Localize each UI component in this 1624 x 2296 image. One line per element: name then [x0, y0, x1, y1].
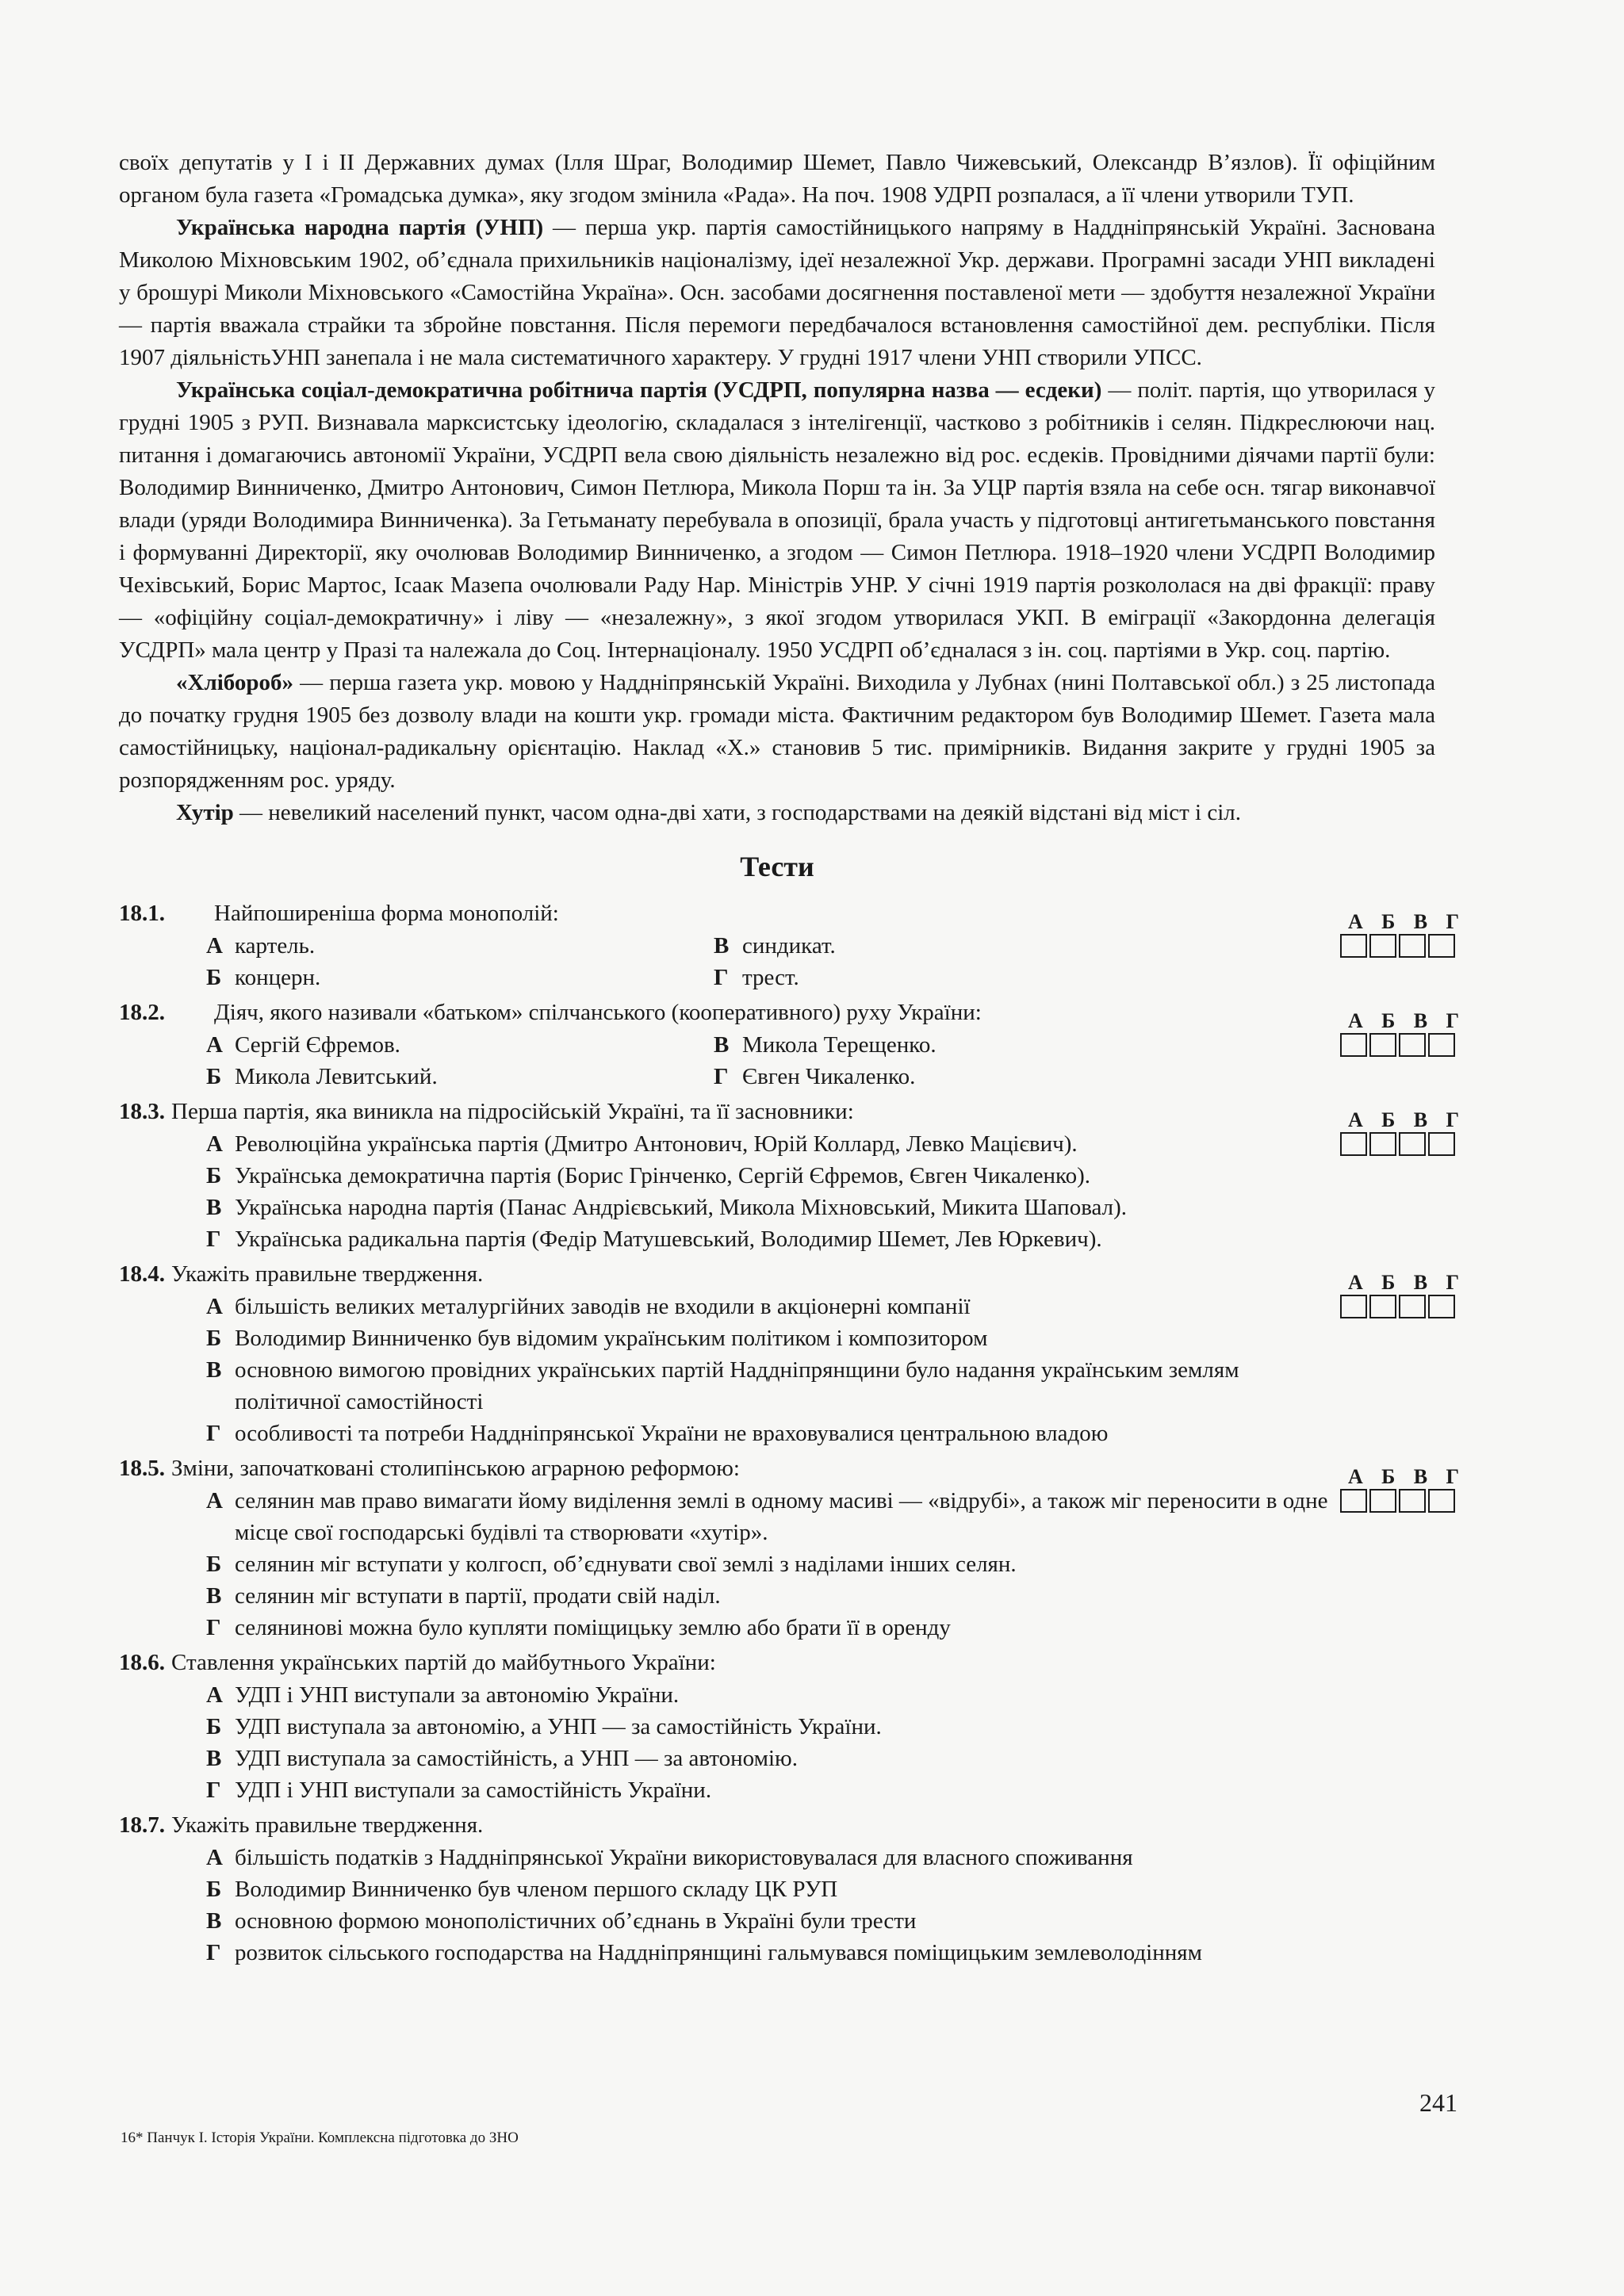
- answer-grid: [1340, 912, 1467, 958]
- option-text: Євген Чикаленко.: [742, 1064, 916, 1089]
- answer-option: [714, 930, 1126, 962]
- answer-checkbox[interactable]: [1369, 1132, 1396, 1156]
- option-letter: Б: [206, 1326, 222, 1351]
- answer-option: [206, 1711, 1340, 1743]
- answer-grid-letter: А: [1348, 910, 1363, 933]
- question-number: 18.6.: [119, 1650, 165, 1675]
- glossary-term: Українська соціал-демократична робітнича партія (УСДРП, популярна назва — есдеки): [176, 377, 1102, 403]
- option-letter: Г: [206, 1226, 221, 1252]
- test-question: [119, 1096, 1459, 1255]
- option-letter: Г: [206, 1940, 221, 1965]
- page-number: 241: [1419, 2088, 1457, 2117]
- option-text: УДП і УНП виступали за автономію України.: [235, 1682, 680, 1708]
- answer-options: [119, 930, 1435, 993]
- answer-checkbox[interactable]: [1340, 1295, 1367, 1318]
- glossary-text: — перша укр. партія самостійницького напряму в Наддніпрянській Україні. Заснована Миколою Міхновським 1902, об’єднала прихильників націоналізму, ідеї незалежної Укр. держави. Програмні засади УНП викладені у брошурі Миколи Міхновського «Самостійна Україна». Осн. засобами досягнення поставленої мети — здобуття незалежної України — партія вважала страйки та збройне повстання. Після перемоги передбачалося встановлення самостійної дем. республіки. Після 1907 діяльністьУНП занепала і не мала систематичного характеру. У грудні 1917 члени УНП створили УПСС.: [119, 215, 1435, 370]
- question-text: Ставлення українських партій до майбутнього України:: [171, 1650, 716, 1675]
- answer-checkbox[interactable]: [1428, 934, 1455, 958]
- test-question: [119, 1258, 1459, 1449]
- answer-grid-letter: Б: [1381, 910, 1396, 933]
- option-letter: А: [206, 1032, 223, 1058]
- glossary-term: Хутір: [176, 800, 234, 825]
- option-text: особливості та потреби Наддніпрянської України не враховувалися центральною владою: [235, 1421, 1109, 1446]
- answer-option: [206, 1029, 714, 1061]
- option-letter: Б: [206, 1163, 222, 1188]
- glossary-text: — політ. партія, що утворилася у грудні 1905 з РУП. Визнавала марксистську ідеологію, складалася з інтелігенції, частково з робітників і селян. Підкреслюючи нац. питання і домагаючись автономії України, УСДРП вела свою діяльність незалежно від рос. есдеків. Провідними діячами партії були: Володимир Винниченко, Дмитро Антонович, Симон Петлюра, Микола Порш та ін. За УЦР партія взяла на себе осн. тягар виконавчої влади (уряди Володимира Винниченка). За Гетьманату перебувала в опозиції, брала участь у підготовці антигетьманського повстання і формуванні Директорії, яку очолював Володимир Винниченко, а згодом — Симон Петлюра. 1918–1920 члени УСДРП Володимир Чехівський, Борис Мартос, Ісаак Мазепа очолювали Раду Нар. Міністрів УНР. У січні 1919 партія розкололася на дві фракції: праву — «офіційну соціал-демократичну» і ліву — «незалежну», з якої згодом утворилася УКП. В еміграції «Закордонна делегація УСДРП» мала центр у Празі та належала до Соц. Інтернаціоналу. 1950 УСДРП об’єдналася з ін. соц. партіями в Укр. соц. партію.: [119, 377, 1435, 663]
- answer-option: [714, 962, 1126, 993]
- answer-grid-letter: Б: [1381, 1271, 1396, 1294]
- question-text: Укажіть правильне твердження.: [171, 1812, 484, 1838]
- option-text: основною вимогою провідних українських партій Наддніпрянщини було надання українським землям політичної самостійності: [235, 1357, 1239, 1414]
- option-text: основною формою монополістичних об’єднань в Україні були трести: [235, 1908, 917, 1934]
- answer-options: [119, 1485, 1340, 1644]
- question-text: Зміни, започатковані столипінською аграрною реформою:: [171, 1456, 740, 1481]
- option-text: розвиток сільського господарства на Наддніпрянщині гальмувався поміщицьким землеволодінням: [235, 1940, 1202, 1965]
- answer-checkbox[interactable]: [1399, 1295, 1426, 1318]
- option-letter: А: [206, 1294, 223, 1319]
- answer-option: [206, 1873, 1340, 1905]
- test-question: [119, 1647, 1435, 1806]
- answer-grid-letter: А: [1348, 1108, 1363, 1131]
- answer-grid-letter: Г: [1446, 1465, 1459, 1488]
- option-letter: Б: [206, 965, 222, 990]
- question-stem: [119, 897, 1435, 933]
- option-letter: Б: [206, 1877, 222, 1902]
- option-letter: В: [206, 1583, 222, 1609]
- answer-option: [206, 1580, 1340, 1612]
- answer-grid-letter: Б: [1381, 1009, 1396, 1032]
- answer-grid-letter: Г: [1446, 910, 1459, 933]
- test-question: [119, 897, 1459, 993]
- answer-option: [206, 1061, 714, 1093]
- question-number: 18.2.: [119, 1000, 165, 1025]
- answer-option: [206, 1743, 1340, 1774]
- question-stem: [119, 1452, 1435, 1488]
- option-letter: Б: [206, 1714, 222, 1739]
- answer-checkbox[interactable]: [1399, 1489, 1426, 1513]
- answer-grid-letter: Г: [1446, 1271, 1459, 1294]
- option-letter: Б: [206, 1064, 222, 1089]
- option-text: УДП виступала за автономію, а УНП — за самостійність України.: [235, 1714, 882, 1739]
- answer-grid-letter: А: [1348, 1465, 1363, 1488]
- answer-option: [714, 1061, 1126, 1093]
- question-text: Найпоширеніша форма монополій:: [214, 901, 559, 926]
- answer-grid-letter: В: [1413, 1108, 1428, 1131]
- answer-grid-letter: Г: [1446, 1108, 1459, 1131]
- page-content: [119, 147, 1459, 1972]
- answer-checkbox[interactable]: [1369, 1489, 1396, 1513]
- option-text: УДП і УНП виступали за самостійність України.: [235, 1777, 712, 1803]
- answer-grid: [1340, 1467, 1467, 1513]
- option-letter: В: [714, 1032, 730, 1058]
- answer-grid-letters: [1340, 912, 1467, 932]
- option-letter: Г: [714, 1064, 729, 1089]
- answer-options: [119, 1842, 1340, 1969]
- answer-grid: [1340, 1110, 1467, 1156]
- question-stem: [119, 1258, 1435, 1294]
- option-text: Українська радикальна партія (Федір Матушевський, Володимир Шемет, Лев Юркевич).: [235, 1226, 1102, 1252]
- option-letter: В: [206, 1357, 222, 1383]
- test-question: [119, 1809, 1435, 1969]
- option-text: селянинові можна було купляти поміщицьку землю або брати її в оренду: [235, 1615, 951, 1640]
- answer-grid: [1340, 1011, 1467, 1057]
- answer-checkbox[interactable]: [1369, 1033, 1396, 1057]
- option-text: Сергій Єфремов.: [235, 1032, 400, 1058]
- option-text: концерн.: [235, 965, 321, 990]
- answer-option: [206, 1160, 1340, 1192]
- option-text: більшість великих металургійних заводів не входили в акціонерні компанії: [235, 1294, 971, 1319]
- answer-options: [119, 1291, 1340, 1449]
- option-letter: Г: [206, 1421, 221, 1446]
- glossary-text: — невеликий населений пункт, часом одна-дві хати, з господарствами на деякій відстані від міст і сіл.: [233, 800, 1242, 825]
- answer-option: [206, 1485, 1340, 1548]
- option-text: селянин мав право вимагати йому виділення землі в одному масиві — «відрубі», а також міг переносити в одне місце свої господарські будівлі та створювати «хутір».: [235, 1488, 1328, 1545]
- option-text: селянин міг вступати у колгосп, об’єднувати свої землі з наділами інших селян.: [235, 1552, 1017, 1577]
- option-text: трест.: [742, 965, 799, 990]
- answer-checkbox[interactable]: [1399, 1033, 1426, 1057]
- question-stem: [119, 997, 1435, 1032]
- answer-option: [206, 1842, 1340, 1873]
- answer-checkbox[interactable]: [1399, 934, 1426, 958]
- answer-checkbox[interactable]: [1428, 1132, 1455, 1156]
- option-text: Микола Терещенко.: [742, 1032, 936, 1058]
- answer-option: [206, 1128, 1340, 1160]
- answer-checkbox[interactable]: [1340, 1489, 1367, 1513]
- answer-grid-letter: А: [1348, 1009, 1363, 1032]
- option-text: Володимир Винниченко був відомим українським політиком і композитором: [235, 1326, 988, 1351]
- answer-grid-cells: [1340, 1033, 1467, 1057]
- answer-grid-letters: [1340, 1110, 1467, 1131]
- glossary-entry: [119, 147, 1435, 212]
- glossary-entry: [119, 797, 1435, 829]
- answer-grid-cells: [1340, 1489, 1467, 1513]
- glossary-entry: [119, 374, 1435, 667]
- answer-grid-cells: [1340, 934, 1467, 958]
- option-text: більшість податків з Наддніпрянської України використовувалася для власного споживання: [235, 1845, 1133, 1870]
- glossary-section: [119, 147, 1435, 829]
- option-letter: Г: [714, 965, 729, 990]
- glossary-term: Українська народна партія (УНП): [176, 215, 544, 240]
- answer-option: [206, 1322, 1340, 1354]
- question-text: Діяч, якого називали «батьком» спілчанського (кооперативного) руху України:: [214, 1000, 982, 1025]
- option-text: картель.: [235, 933, 316, 959]
- question-number: 18.5.: [119, 1456, 165, 1481]
- answer-option: [206, 1354, 1340, 1418]
- answer-grid-letter: А: [1348, 1271, 1363, 1294]
- answer-checkbox[interactable]: [1428, 1033, 1455, 1057]
- answer-checkbox[interactable]: [1428, 1489, 1455, 1513]
- option-letter: В: [714, 933, 730, 959]
- option-text: Володимир Винниченко був членом першого складу ЦК РУП: [235, 1877, 838, 1902]
- question-text: Укажіть правильне твердження.: [171, 1261, 484, 1287]
- option-text: Українська народна партія (Панас Андрієвський, Микола Міхновський, Микита Шаповал).: [235, 1195, 1128, 1220]
- answer-option: [206, 1905, 1340, 1937]
- answer-grid-letter: Б: [1381, 1465, 1396, 1488]
- answer-grid-letter: В: [1413, 1271, 1428, 1294]
- option-letter: А: [206, 1682, 223, 1708]
- answer-options: [119, 1029, 1435, 1093]
- option-letter: А: [206, 1488, 223, 1513]
- glossary-text: — перша газета укр. мовою у Наддніпрянській Україні. Виходила у Лубнах (нині Полтавської обл.) з 25 листопада до початку грудня 1905 без дозволу влади на кошти укр. громади міста. Фактичним редактором був Володимир Шемет. Газета мала самостійницьку, націонал-радикальну орієнтацію. Наклад «Х.» становив 5 тис. примірників. Видання закрите у грудні 1905 за розпорядженням рос. уряду.: [119, 670, 1435, 793]
- answer-option: [206, 962, 714, 993]
- option-letter: А: [206, 1845, 223, 1870]
- question-number: 18.1.: [119, 901, 165, 926]
- answer-checkbox[interactable]: [1340, 1033, 1367, 1057]
- option-letter: В: [206, 1195, 222, 1220]
- answer-option: [206, 1612, 1340, 1644]
- answer-grid-letter: В: [1413, 1009, 1428, 1032]
- glossary-term: «Хлібороб»: [176, 670, 294, 695]
- option-text: Микола Левитський.: [235, 1064, 438, 1089]
- tests-section: [119, 897, 1459, 1969]
- option-letter: Г: [206, 1777, 221, 1803]
- answer-checkbox[interactable]: [1369, 934, 1396, 958]
- option-letter: А: [206, 1131, 223, 1157]
- answer-option: [206, 1774, 1340, 1806]
- answer-option: [714, 1029, 1126, 1061]
- answer-option: [206, 1418, 1340, 1449]
- question-stem: [119, 1096, 1435, 1128]
- answer-options: [119, 1679, 1340, 1806]
- answer-option: [206, 930, 714, 962]
- question-text: Перша партія, яка виникла на підросійській Україні, та її засновники:: [171, 1099, 854, 1124]
- answer-options: [119, 1128, 1340, 1255]
- glossary-text: своїх депутатів у І і ІІ Державних думах (Ілля Шраг, Володимир Шемет, Павло Чижевський, Олександр В’язлов). Її офіційним органом була газета «Громадська думка», яку згодом змінила «Рада». На поч. 1908 УДРП розпалася, а її члени утворили ТУП.: [119, 150, 1435, 208]
- answer-grid: [1340, 1272, 1467, 1318]
- test-question: [119, 997, 1459, 1093]
- page-footer: 16* Панчук І. Історія України. Комплексна підготовка до ЗНО: [121, 2130, 519, 2146]
- answer-grid-letter: Б: [1381, 1108, 1396, 1131]
- answer-option: [206, 1291, 1340, 1322]
- option-text: селянин міг вступати в партії, продати свій наділ.: [235, 1583, 721, 1609]
- test-question: [119, 1452, 1459, 1644]
- question-stem: [119, 1647, 1435, 1679]
- glossary-entry: [119, 212, 1435, 374]
- answer-grid-letter: Г: [1446, 1009, 1459, 1032]
- glossary-entry: [119, 667, 1435, 797]
- question-stem: [119, 1809, 1435, 1842]
- option-letter: Г: [206, 1615, 221, 1640]
- answer-grid-letters: [1340, 1467, 1467, 1487]
- question-number: 18.4.: [119, 1261, 165, 1287]
- answer-grid-cells: [1340, 1132, 1467, 1156]
- answer-option: [206, 1679, 1340, 1711]
- answer-grid-letters: [1340, 1272, 1467, 1293]
- answer-grid-letter: В: [1413, 910, 1428, 933]
- answer-checkbox[interactable]: [1340, 1132, 1367, 1156]
- option-letter: В: [206, 1746, 222, 1771]
- answer-grid-cells: [1340, 1295, 1467, 1318]
- answer-grid-letter: В: [1413, 1465, 1428, 1488]
- option-text: Українська демократична партія (Борис Грінченко, Сергій Єфремов, Євген Чикаленко).: [235, 1163, 1091, 1188]
- option-text: синдикат.: [742, 933, 836, 959]
- question-number: 18.7.: [119, 1812, 165, 1838]
- answer-checkbox[interactable]: [1428, 1295, 1455, 1318]
- answer-checkbox[interactable]: [1340, 934, 1367, 958]
- option-letter: В: [206, 1908, 222, 1934]
- answer-option: [206, 1937, 1340, 1969]
- tests-title: Тести: [740, 851, 814, 882]
- answer-checkbox[interactable]: [1369, 1295, 1396, 1318]
- option-text: УДП виступала за самостійність, а УНП — за автономію.: [235, 1746, 798, 1771]
- answer-checkbox[interactable]: [1399, 1132, 1426, 1156]
- answer-option: [206, 1548, 1340, 1580]
- answer-grid-letters: [1340, 1011, 1467, 1031]
- answer-option: [206, 1223, 1340, 1255]
- option-letter: А: [206, 933, 223, 959]
- answer-option: [206, 1192, 1340, 1223]
- option-text: Революційна українська партія (Дмитро Антонович, Юрій Коллард, Левко Мацієвич).: [235, 1131, 1078, 1157]
- question-number: 18.3.: [119, 1099, 165, 1124]
- option-letter: Б: [206, 1552, 222, 1577]
